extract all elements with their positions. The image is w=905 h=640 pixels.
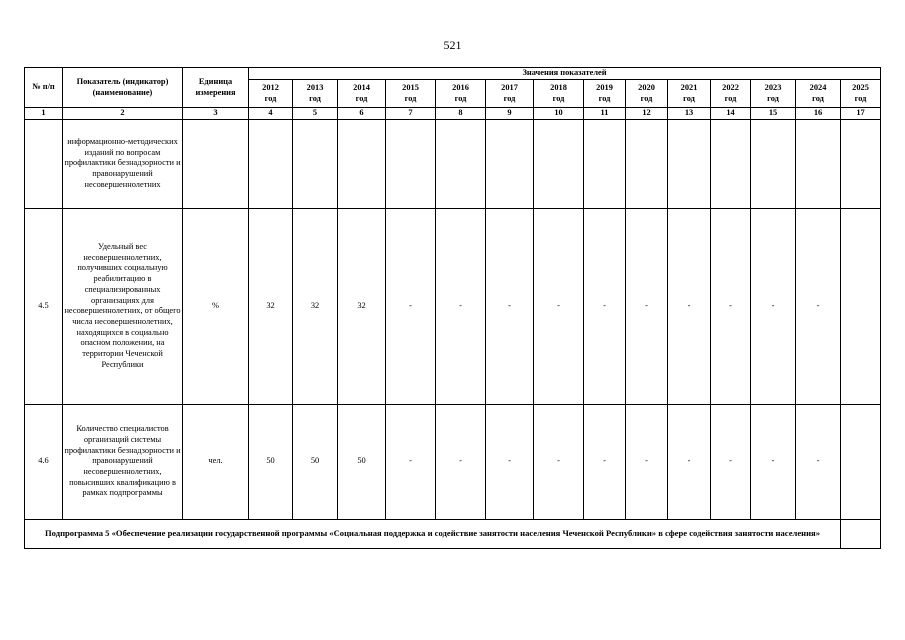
value-cell: - [486,208,534,404]
header-year: 2019 год [584,80,626,108]
value-cell: 50 [338,404,386,519]
header-year: 2013 год [293,80,338,108]
column-number: 3 [183,108,249,120]
value-cell: - [584,404,626,519]
value-cell: - [796,404,841,519]
value-cell: - [626,404,668,519]
value-cell: - [796,208,841,404]
column-number: 2 [63,108,183,120]
row-number: 4.6 [25,404,63,519]
unit-cell: % [183,208,249,404]
table-row [25,208,881,404]
column-number: 6 [338,108,386,120]
value-cell: - [534,208,584,404]
subprogram-row [25,519,881,548]
column-number: 7 [386,108,436,120]
column-number: 9 [486,108,534,120]
value-cell: - [584,208,626,404]
indicator-name: Удельный вес несовершеннолетних, получивших социальную реабилитацию в специализированных организациях для несовершеннолетних, от общего числа несовершеннолетних, находящихся в социально опасном положении, на территории Чеченской Республики [63,208,183,404]
value-cell [841,404,881,519]
column-number: 8 [436,108,486,120]
header-year: 2024 год [796,80,841,108]
value-cell: - [534,404,584,519]
value-cell [711,119,751,208]
indicator-name: информационно-методических изданий по вопросам профилактики безнадзорности и правонарушений несовершеннолетних [63,119,183,208]
value-cell: - [386,404,436,519]
value-cell: - [486,404,534,519]
value-cell: 50 [249,404,293,519]
header-year: 2014 год [338,80,386,108]
value-cell [386,119,436,208]
value-cell: - [711,208,751,404]
unit-cell [183,119,249,208]
column-number: 5 [293,108,338,120]
value-cell: - [436,208,486,404]
value-cell [751,119,796,208]
row-number: 4.5 [25,208,63,404]
header-col-unit: Единица измерения [183,68,249,108]
header-year: 2022 год [711,80,751,108]
column-number: 15 [751,108,796,120]
header-col-indicator: Показатель (индикатор) (наименование) [63,68,183,108]
value-cell: - [668,208,711,404]
unit-cell: чел. [183,404,249,519]
header-year: 2018 год [534,80,584,108]
value-cell [841,119,881,208]
header-row-top [25,68,881,80]
value-cell: 32 [249,208,293,404]
value-cell: - [751,404,796,519]
value-cell [796,119,841,208]
value-cell: 50 [293,404,338,519]
header-year: 2015 год [386,80,436,108]
header-year: 2020 год [626,80,668,108]
value-cell [249,119,293,208]
header-year: 2012 год [249,80,293,108]
value-cell [293,119,338,208]
indicator-name: Количество специалистов организаций системы профилактики безнадзорности и правонарушений несовершеннолетних, повысивших квалификацию в рамках подпрограммы [63,404,183,519]
value-cell: - [386,208,436,404]
column-number: 12 [626,108,668,120]
header-row-numbers [25,108,881,120]
value-cell [668,119,711,208]
value-cell [338,119,386,208]
value-cell: 32 [293,208,338,404]
column-number: 10 [534,108,584,120]
value-cell: - [668,404,711,519]
value-cell: 32 [338,208,386,404]
value-cell [436,119,486,208]
column-number: 11 [584,108,626,120]
value-cell [534,119,584,208]
value-cell: - [626,208,668,404]
value-cell: - [711,404,751,519]
value-cell [584,119,626,208]
value-cell [486,119,534,208]
table-row [25,404,881,519]
header-year: 2025 год [841,80,881,108]
header-year: 2017 год [486,80,534,108]
header-col-values: Значения показателей [249,68,881,80]
empty-cell [841,519,881,548]
row-number [25,119,63,208]
table-row [25,119,881,208]
header-year: 2023 год [751,80,796,108]
value-cell: - [436,404,486,519]
value-cell [626,119,668,208]
column-number: 16 [796,108,841,120]
indicators-table [24,67,881,549]
header-col-no: № п/п [25,68,63,108]
page-number: 521 [443,38,462,52]
value-cell: - [751,208,796,404]
header-year: 2016 год [436,80,486,108]
column-number: 14 [711,108,751,120]
column-number: 13 [668,108,711,120]
subprogram-title: Подпрограмма 5 «Обеспечение реализации государственной программы «Социальная поддержка и содействие занятости населения Чеченской Республики» в сфере содействия занятости населения» [25,519,841,548]
column-number: 1 [25,108,63,120]
header-year: 2021 год [668,80,711,108]
column-number: 17 [841,108,881,120]
column-number: 4 [249,108,293,120]
value-cell [841,208,881,404]
